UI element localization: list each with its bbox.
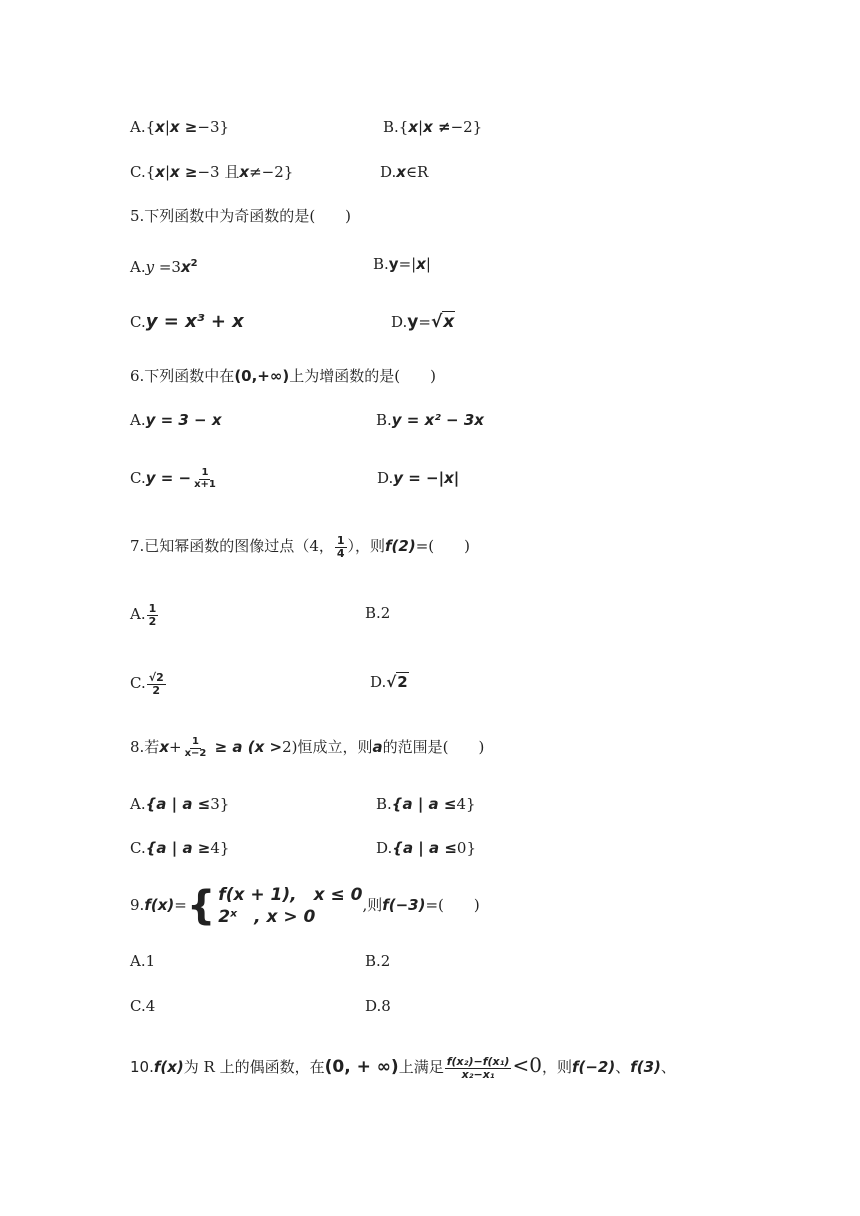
q5-option-c: C.y = x³ + x (130, 311, 244, 332)
q8-option-c: C.{a | a ≥4} (130, 839, 230, 857)
q8-stem: 8.若x+ $\frac{1}{x-2}$ ≥ a (x >2)恒成立，则a的范围是( ) (130, 736, 485, 759)
q8-option-d: D.{a | a ≤0} (376, 839, 476, 857)
q4-option-d: D.x∈R (380, 163, 429, 181)
q4-option-a: A.{x|x ≥−3} (130, 118, 230, 136)
q7-stem: 7.已知幂函数的图像过点（4， $\frac{1}{4}$ ），则f(2)=( ) (130, 534, 470, 560)
q7-option-c: C. $\frac{√2}{2}$ (130, 671, 164, 697)
q7-option-d: D.√2 (370, 673, 408, 691)
q7-option-a: A. $\frac{1}{2}$ (130, 602, 157, 628)
q5-stem: 5.下列函数中为奇函数的是( ) (130, 207, 352, 225)
q6-stem: 6.下列函数中在(0,+∞)上为增函数的是( ) (130, 367, 436, 385)
piecewise-function: { f(x + 1), x ≤ 0 2ˣ , x > 0 (186, 883, 363, 929)
q4-option-b: B.{x|x ≠−2} (383, 118, 483, 136)
q5-option-d: D.y=√x (391, 312, 455, 332)
q6-option-d: D.y = −|x| (377, 469, 460, 487)
q8-option-b: B.{a | a ≤4} (376, 795, 476, 813)
q9-option-b: B.2 (365, 952, 391, 970)
q6-option-a: A.y = 3 − x (130, 411, 222, 429)
q9-option-a: A.1 (130, 952, 156, 970)
q8-option-a: A.{a | a ≤3} (130, 795, 230, 813)
q9-option-d: D.8 (365, 997, 391, 1015)
q10-stem: 10.f(x)为 R 上的偶函数，在(0, + ∞)上满足 $\frac{\text{f(x₂)−f(x₁)}}{\text{x₂−x₁}}$ <0，则f(−2)、f(3)、 (130, 1053, 676, 1081)
q7-option-b: B.2 (365, 604, 391, 622)
q6-option-b: B.y = x² − 3x (376, 411, 484, 429)
q4-option-c: C.{x|x ≥−3 且x≠−2} (130, 163, 294, 181)
q5-option-a: $A.y =3x^2$ (130, 258, 198, 276)
q5-option-b: B.y=|x| (373, 255, 431, 273)
q6-option-c: C.y = − $\frac{1}{x+1}$ (130, 467, 216, 490)
q9-stem: 9.f(x)= { f(x + 1), x ≤ 0 2ˣ , x > 0 ,则f(−3)=( ) (130, 883, 480, 929)
q9-option-c: C.4 (130, 997, 156, 1015)
